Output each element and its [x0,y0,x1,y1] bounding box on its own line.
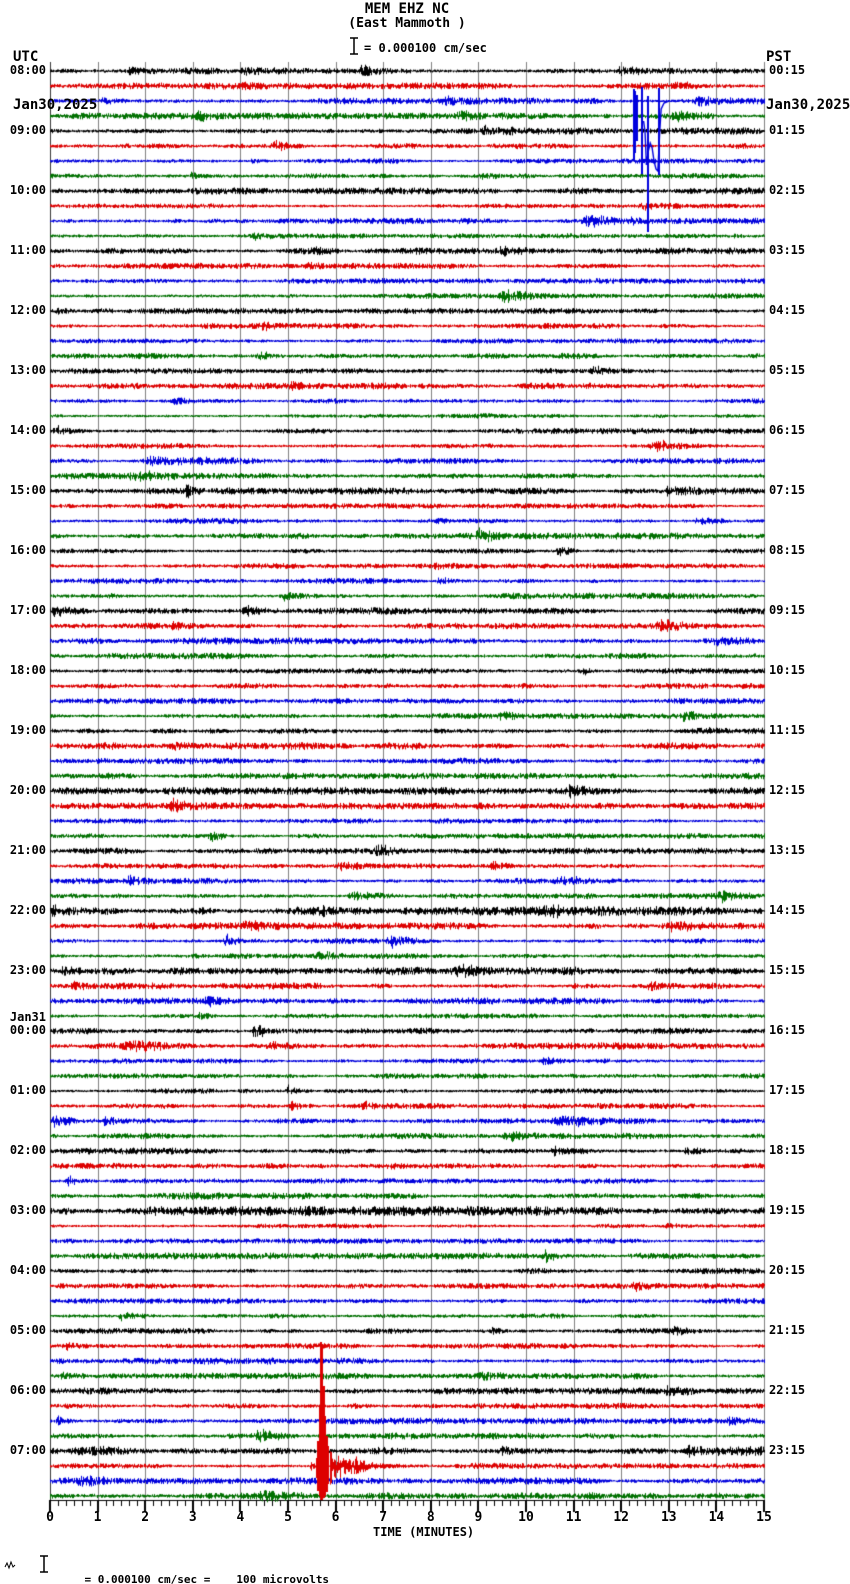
x-axis-tick-label: 10 [518,1510,534,1525]
utc-hour-label: 17:00 [9,603,46,617]
station-title: MEM EHZ NC [364,1,450,17]
calibration-note [58,1560,329,1584]
calibration-equation: = 0.000100 cm/sec = [84,1573,211,1584]
x-axis-tick-label: 2 [141,1510,150,1525]
pst-hour-label: 20:15 [769,1263,806,1277]
utc-hour-label: 10:00 [9,183,46,197]
pst-hour-label: 19:15 [769,1203,806,1217]
pst-hour-label: 15:15 [769,963,806,977]
x-axis-tick-label: 13 [660,1510,677,1525]
pst-hour-label: 13:15 [769,843,806,857]
utc-hour-label: 11:00 [9,243,46,257]
pst-hour-label: 09:15 [769,603,806,617]
x-axis-tick-label: 0 [46,1510,54,1525]
utc-hour-label: 00:00 [9,1023,46,1037]
utc-hour-label: 09:00 [9,123,46,137]
utc-hour-label: 01:00 [9,1083,46,1097]
x-axis-tick-label: 7 [379,1510,388,1525]
x-axis-tick-label: 8 [426,1510,435,1525]
utc-hour-label: 15:00 [9,483,46,497]
utc-hour-label: 12:00 [9,303,46,317]
station-subtitle: (East Mammoth ) [348,16,466,31]
day-rollover-label: Jan31 [9,1010,46,1024]
x-axis-tick-label: 5 [284,1510,292,1525]
x-axis-tick-label: 4 [236,1510,245,1525]
pst-date: Jan30,2025 [766,97,850,113]
pst-hour-label: 11:15 [769,723,806,737]
x-axis-tick-label: 3 [188,1510,197,1525]
pst-hour-label: 16:15 [769,1023,806,1037]
utc-hour-label: 16:00 [9,543,46,557]
utc-hour-label: 14:00 [9,423,46,437]
calibration-scale-bar-icon [40,1554,50,1574]
x-axis-title: TIME (MINUTES) [373,1525,475,1539]
utc-date: Jan30,2025 [13,97,98,113]
x-axis-tick-label: 6 [331,1510,340,1525]
pst-hour-label: 23:15 [769,1443,806,1457]
utc-hour-label: 05:00 [9,1323,46,1337]
x-axis-tick-label: 12 [613,1510,630,1525]
pst-hour-label: 08:15 [769,543,806,557]
utc-hour-label: 19:00 [9,723,46,737]
utc-hour-label: 13:00 [9,363,46,377]
pst-hour-label: 06:15 [769,423,806,437]
pst-hour-label: 18:15 [769,1143,806,1157]
utc-hour-label: 07:00 [9,1443,46,1457]
pst-hour-label: 10:15 [769,663,806,677]
pst-hour-label: 12:15 [769,783,806,797]
utc-hour-label: 20:00 [9,783,46,797]
pst-hour-label: 17:15 [769,1083,806,1097]
pst-hour-label: 22:15 [769,1383,806,1397]
pst-hour-label: 00:15 [769,63,806,77]
waveform-glyph-icon [5,1558,17,1572]
utc-hour-label: 21:00 [9,843,46,857]
pst-hour-label: 02:15 [769,183,806,197]
utc-hour-label: 08:00 [9,63,46,77]
pst-hour-label: 14:15 [769,903,806,917]
utc-hour-label: 04:00 [9,1263,46,1277]
utc-hour-label: 02:00 [9,1143,46,1157]
utc-label: UTC [13,49,39,65]
utc-hour-label: 06:00 [9,1383,46,1397]
pst-hour-label: 21:15 [769,1323,806,1337]
amplitude-scale-bar-icon [350,37,360,55]
pst-hour-label: 04:15 [769,303,806,317]
pst-hour-label: 05:15 [769,363,806,377]
utc-hour-label: 18:00 [9,663,46,677]
scale-note: = 0.000100 cm/sec [364,41,487,55]
pst-hour-label: 01:15 [769,123,806,137]
x-axis-tick-label: 1 [93,1510,102,1525]
utc-hour-label: 22:00 [9,903,46,917]
x-axis-tick-label: 11 [565,1510,582,1525]
pst-hour-label: 03:15 [769,243,806,257]
utc-hour-label: 03:00 [9,1203,46,1217]
pst-label: PST [766,49,792,65]
x-axis-tick-label: 9 [474,1510,483,1525]
x-axis-tick-label: 14 [708,1510,725,1525]
calibration-value: 100 microvolts [236,1573,330,1584]
pst-hour-label: 07:15 [769,483,806,497]
utc-hour-label: 23:00 [9,963,46,977]
x-axis-tick-label: 15 [756,1510,772,1525]
